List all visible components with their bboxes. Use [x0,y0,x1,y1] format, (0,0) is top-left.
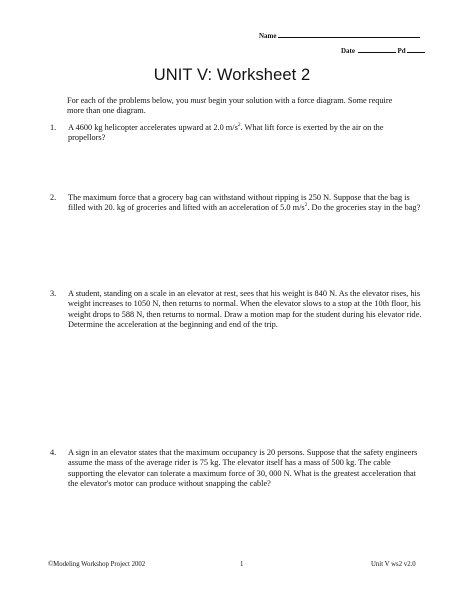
period-label: Pd [397,47,406,55]
problem-2 [50,193,422,214]
problem-1 [50,123,422,144]
problem-number: 3. [50,289,57,298]
problem-text: The maximum force that a grocery bag can withstand without ripping is 250 N. Suppose that the bag is filled with 20. kg of groceries and lifted with an acceleration of 5.0 $m/s^2$. Do the groceries stay in the bag? [68,193,421,213]
instructions-text-before: For each of the problems below, you [67,96,191,105]
footer-copyright: ©Modeling Workshop Project 2002 [48,561,146,568]
problem-text: A sign in an elevator states that the maximum occupancy is 20 persons. Suppose that the safety engineers assume the mass of the average rider is 75 kg. The elevator itself has a mass of 500 kg. The cable supporting the elevator can tolerate a maximum force of 30, 000 N. What is the greatest acceleration that the elevator's motor can produce without snapping the cable? [68,448,418,489]
name-blank-line [278,30,420,38]
problem-text: A student, standing on a scale in an elevator at rest, sees that his weight is 840 N. As the elevator rises, his weight increases to 1050 N, then returns to normal. When the elevator slows to a stop at the 10th floor, his weight drops to 588 N, then returns to normal. Draw a motion map for the student during his elevator ride. Determine the acceleration at the beginning and end of the trip. [68,289,422,330]
name-label: Name [259,32,277,40]
problem-number: 1. [50,123,57,132]
date-period-field [341,45,425,55]
instructions-emphasis: must [190,96,207,105]
instructions-text-after: begin your solution with a force diagram. Some require more than one diagram. [67,96,393,116]
worksheet-title: UNIT V: Worksheet 2 [153,66,311,84]
name-field [259,30,420,40]
problem-4 [50,448,422,490]
problem-number: 4. [50,448,57,457]
period-blank-line [407,45,425,53]
problem-3 [50,289,422,331]
footer-version: Unit V ws2 v2.0 [371,561,416,568]
problem-text: A 4600 kg helicopter accelerates upward at 2.0 $m/s^2$. What lift force is exerted by the air on the propellors? [68,122,384,143]
problem-number: 2. [50,193,57,202]
instructions [67,96,407,117]
date-label: Date [341,47,355,55]
footer-page-number: 1 [240,561,244,568]
date-blank-line [358,45,396,53]
